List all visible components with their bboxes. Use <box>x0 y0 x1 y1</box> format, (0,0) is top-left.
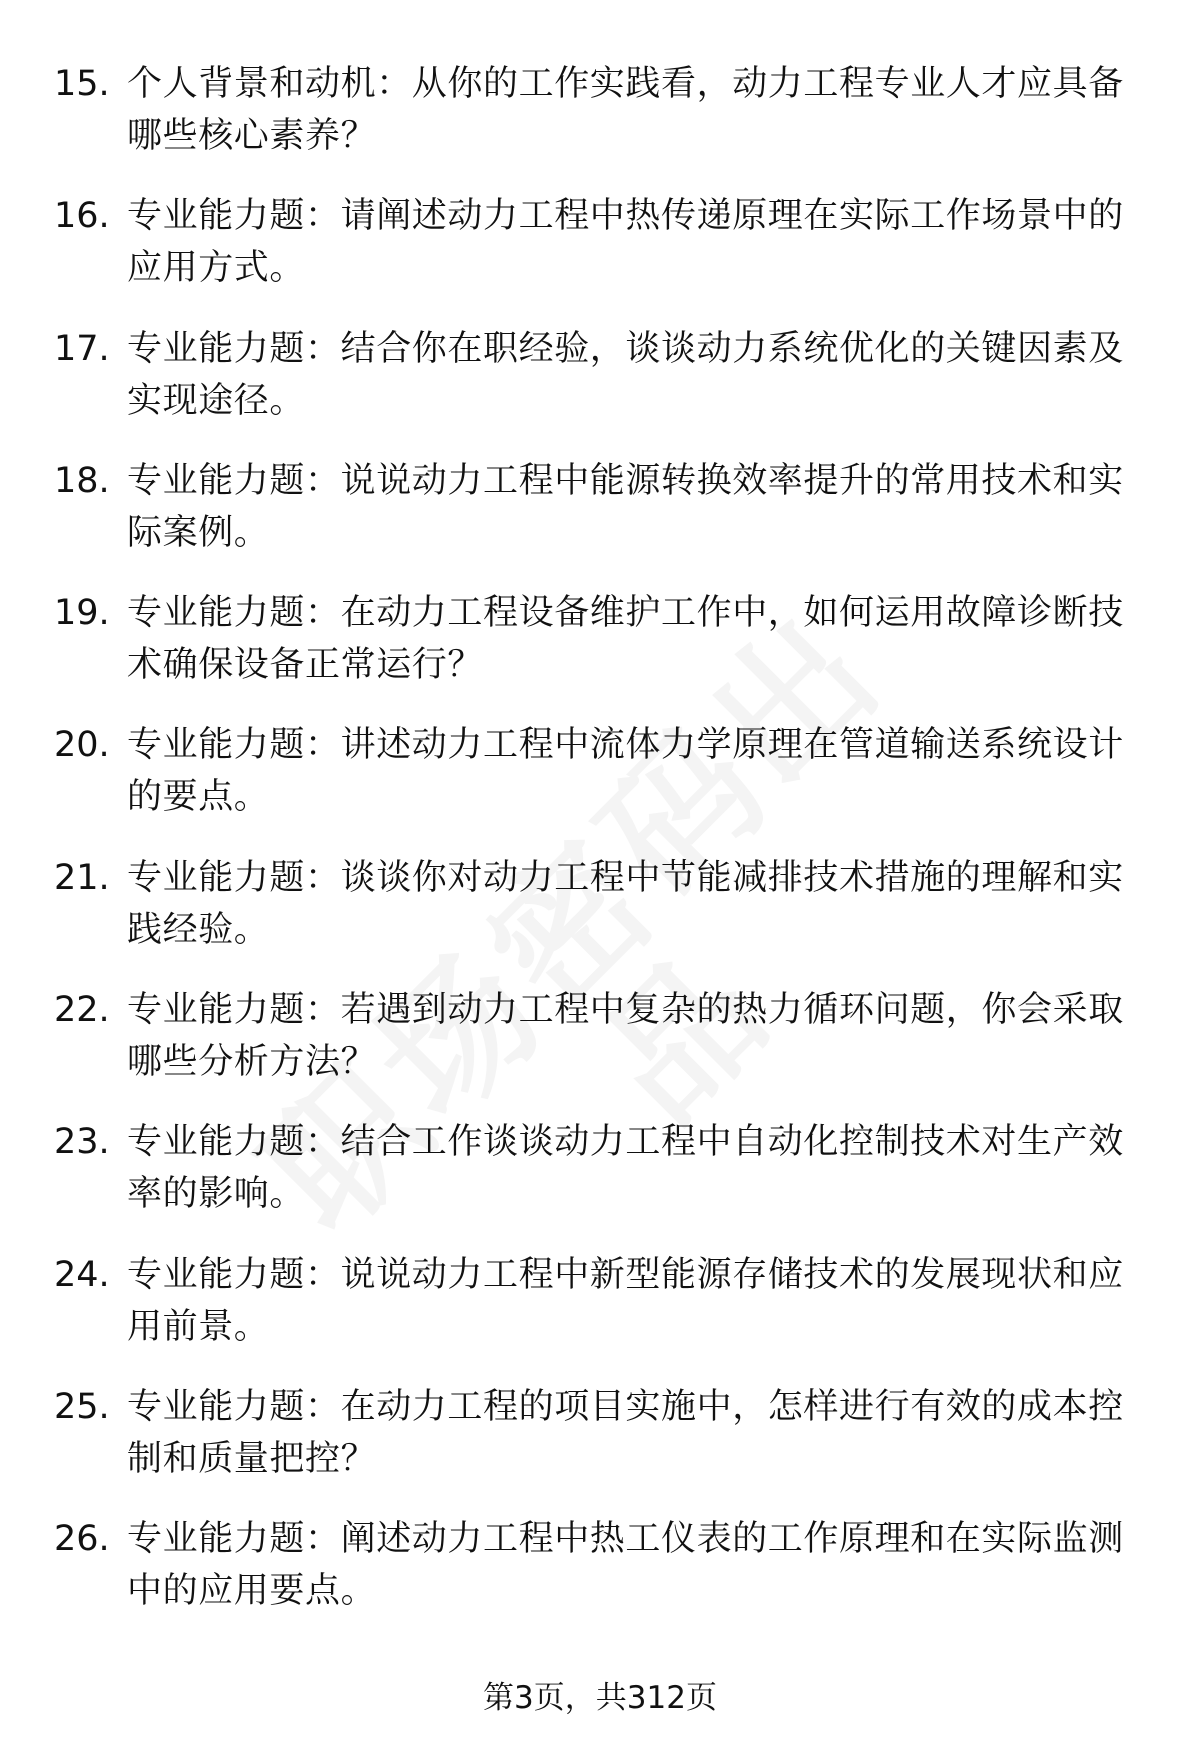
question-item <box>54 587 1144 719</box>
question-number: 19. <box>54 593 110 634</box>
question-number: 24. <box>54 1254 110 1295</box>
question-text: 专业能力题：讲述动力工程中流体力学原理在管道输送系统设计的要点。 <box>127 725 1124 818</box>
question-text: 专业能力题：在动力工程的项目实施中，怎样进行有效的成本控制和质量把控？ <box>127 1386 1124 1479</box>
question-item <box>54 58 1144 190</box>
question-item <box>54 1116 1144 1248</box>
question-item <box>54 1249 1144 1381</box>
question-text: 专业能力题：谈谈你对动力工程中节能减排技术措施的理解和实践经验。 <box>127 857 1124 950</box>
question-item <box>54 852 1144 984</box>
question-text: 专业能力题：结合你在职经验，谈谈动力系统优化的关键因素及实现途径。 <box>127 328 1124 421</box>
question-number: 25. <box>54 1386 110 1427</box>
question-text: 专业能力题：若遇到动力工程中复杂的热力循环问题，你会采取哪些分析方法？ <box>127 990 1124 1083</box>
question-text: 专业能力题：说说动力工程中能源转换效率提升的常用技术和实际案例。 <box>127 460 1124 553</box>
question-number: 20. <box>54 725 110 766</box>
question-number: 15. <box>54 64 110 104</box>
question-text: 专业能力题：在动力工程设备维护工作中，如何运用故障诊断技术确保设备正常运行？ <box>127 593 1124 686</box>
question-item <box>54 1381 1144 1513</box>
question-text: 专业能力题：结合工作谈谈动力工程中自动化控制技术对生产效率的影响。 <box>127 1122 1124 1215</box>
question-item <box>54 984 1144 1116</box>
question-text: 个人背景和动机：从你的工作实践看，动力工程专业人才应具备哪些核心素养？ <box>127 64 1124 156</box>
question-text: 专业能力题：说说动力工程中新型能源存储技术的发展现状和应用前景。 <box>127 1254 1124 1347</box>
question-number: 23. <box>54 1122 110 1163</box>
page-footer: 第3页，共312页 <box>483 1680 717 1716</box>
question-number: 18. <box>54 460 110 501</box>
question-number: 22. <box>54 990 110 1031</box>
question-text: 专业能力题：请阐述动力工程中热传递原理在实际工作场景中的应用方式。 <box>127 196 1124 289</box>
question-item <box>54 323 1144 455</box>
question-item <box>54 1513 1144 1645</box>
question-list <box>54 58 1144 1646</box>
question-number: 26. <box>54 1519 110 1560</box>
question-text: 专业能力题：阐述动力工程中热工仪表的工作原理和在实际监测中的应用要点。 <box>127 1519 1124 1612</box>
question-number: 17. <box>54 328 110 369</box>
question-item <box>54 190 1144 322</box>
question-item <box>54 455 1144 587</box>
question-number: 16. <box>54 196 110 237</box>
question-item <box>54 719 1144 851</box>
question-number: 21. <box>54 857 110 898</box>
